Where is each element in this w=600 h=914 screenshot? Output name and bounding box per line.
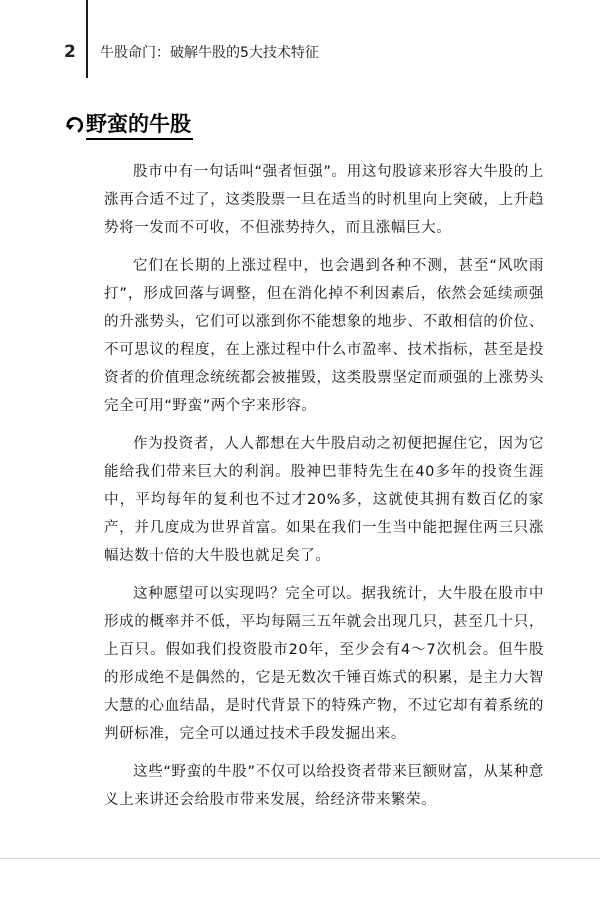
header-vertical-rule bbox=[86, 0, 88, 78]
curved-arrow-icon bbox=[64, 115, 84, 135]
section-heading bbox=[64, 110, 193, 140]
paragraph: 作为投资者，人人都想在大牛股启动之初便把握住它，因为它能给我们带来巨大的利润。股神巴菲特先生在40多年的投资生涯中，平均每年的复利也不过才20%多，这就使其拥有数百亿的家产，并几度成为世界首富。如果在我们一生当中能把握住两三只涨幅达数十倍的大牛股也就足矣了。 bbox=[104, 436, 544, 564]
footer-rule bbox=[0, 858, 600, 859]
paragraph: 股市中有一句话叫“强者恒强”。用这句股谚来形容大牛股的上涨再合适不过了，这类股票一旦在适当的时机里向上突破，上升趋势将一发而不可收，不但涨势持久，而且涨幅巨大。 bbox=[104, 164, 544, 236]
paragraph: 这种愿望可以实现吗？完全可以。据我统计，大牛股在股市中形成的概率并不低，平均每隔三五年就会出现几只，甚至几十只，上百只。假如我们投资股市20年，至少会有4～7次机会。但牛股的形成绝不是偶然的，它是无数次千锤百炼式的积累，是主力大智大慧的心血结晶，是时代背景下的特殊产物，不过它却有着系统的判研标准，完全可以通过技术手段发掘出来。 bbox=[104, 586, 544, 742]
running-header-title: 牛股命门：破解牛股的5大技术特征 bbox=[100, 45, 319, 61]
page-number: 2 bbox=[64, 42, 76, 62]
section-title: 野蛮的牛股 bbox=[86, 110, 193, 140]
paragraph: 它们在长期的上涨过程中，也会遇到各种不测，甚至“风吹雨打”，形成回落与调整，但在消化掉不利因素后，依然会延续顽强的升涨势头，它们可以涨到你不能想象的地步、不敢相信的价位、不可思议的程度，在上涨过程中什么市盈率、技术指标，甚至是投资者的价值理念统统都会被摧毁，这类股票坚定而顽强的上涨势头完全可用“野蛮”两个字来形容。 bbox=[104, 258, 544, 414]
body-text bbox=[104, 158, 544, 824]
paragraph: 这些“野蛮的牛股”不仅可以给投资者带来巨额财富，从某种意义上来讲还会给股市带来发展，给经济带来繁荣。 bbox=[104, 764, 544, 808]
